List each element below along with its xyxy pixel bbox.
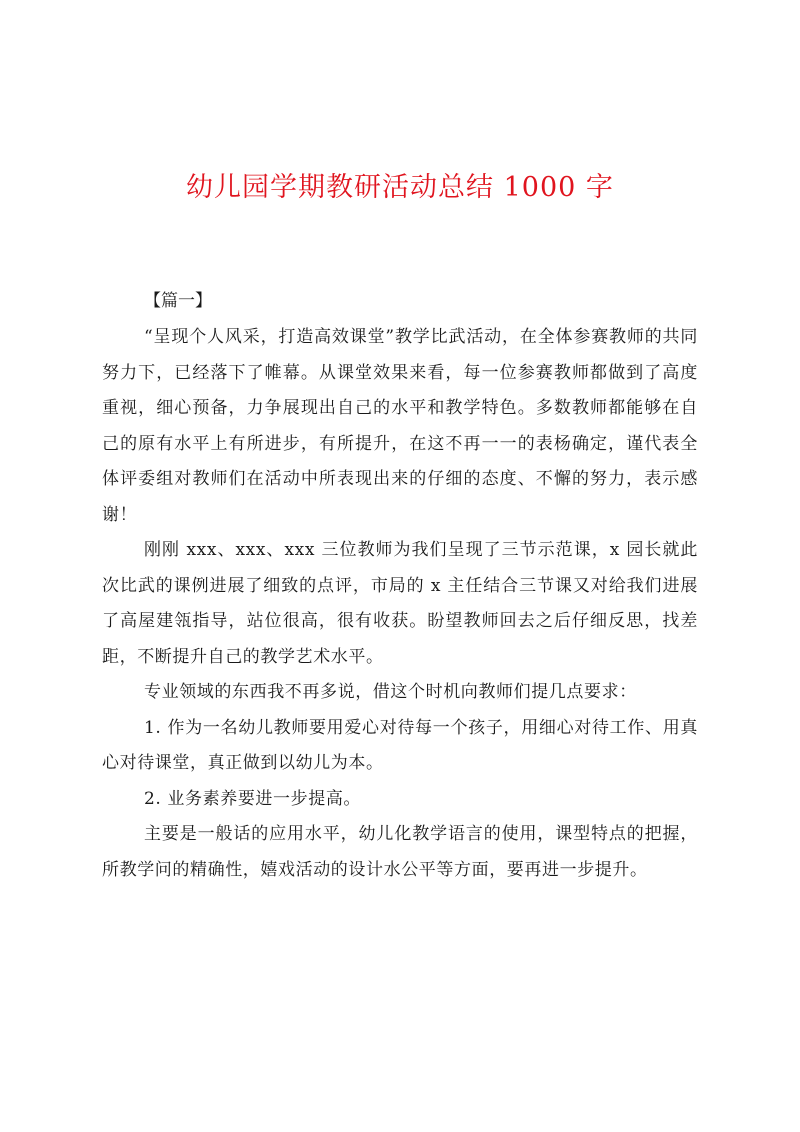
- section-label: 【篇一】: [144, 291, 212, 311]
- paragraph-6: 主要是一般话的应用水平，幼儿化教学语言的使用，课型特点的把握，所教学问的精确性，嬉戏活动的设计水公平等方面，要再进一步提升。: [102, 824, 698, 880]
- paragraph-3: 专业领域的东西我不再多说，借这个时机向教师们提几点要求：: [144, 682, 637, 702]
- document-body: [102, 282, 698, 888]
- paragraph-5: 2. 业务素养要进一步提高。: [144, 788, 362, 809]
- paragraph-4: 1. 作为一名幼儿教师要用爱心对待每一个孩子，用细心对待工作、用真心对待课堂，真正做到以幼儿为本。: [102, 717, 698, 773]
- paragraph-2: 刚刚 xxx、xxx、xxx 三位教师为我们呈现了三节示范课，x 园长就此次比武的课例进展了细致的点评，市局的 x 主任结合三节课又对给我们进展了高屋建瓴指导，站位很高，很有收获。盼望教师回去之后仔细反思，找差距，不断提升自己的教学艺术水平。: [102, 540, 698, 667]
- document-title: 幼儿园学期教研活动总结 1000 字: [186, 172, 614, 203]
- paragraph-1: “呈现个人风采，打造高效课堂”教学比武活动，在全体参赛教师的共同努力下，已经落下了帷幕。从课堂效果来看，每一位参赛教师都做到了高度重视，细心预备，力争展现出自己的水平和教学特色。多数教师都能够在自己的原有水平上有所进步，有所提升，在这不再一一的表杨确定，谨代表全体评委组对教师们在活动中所表现出来的仔细的态度、不懈的努力，表示感谢！: [102, 327, 698, 525]
